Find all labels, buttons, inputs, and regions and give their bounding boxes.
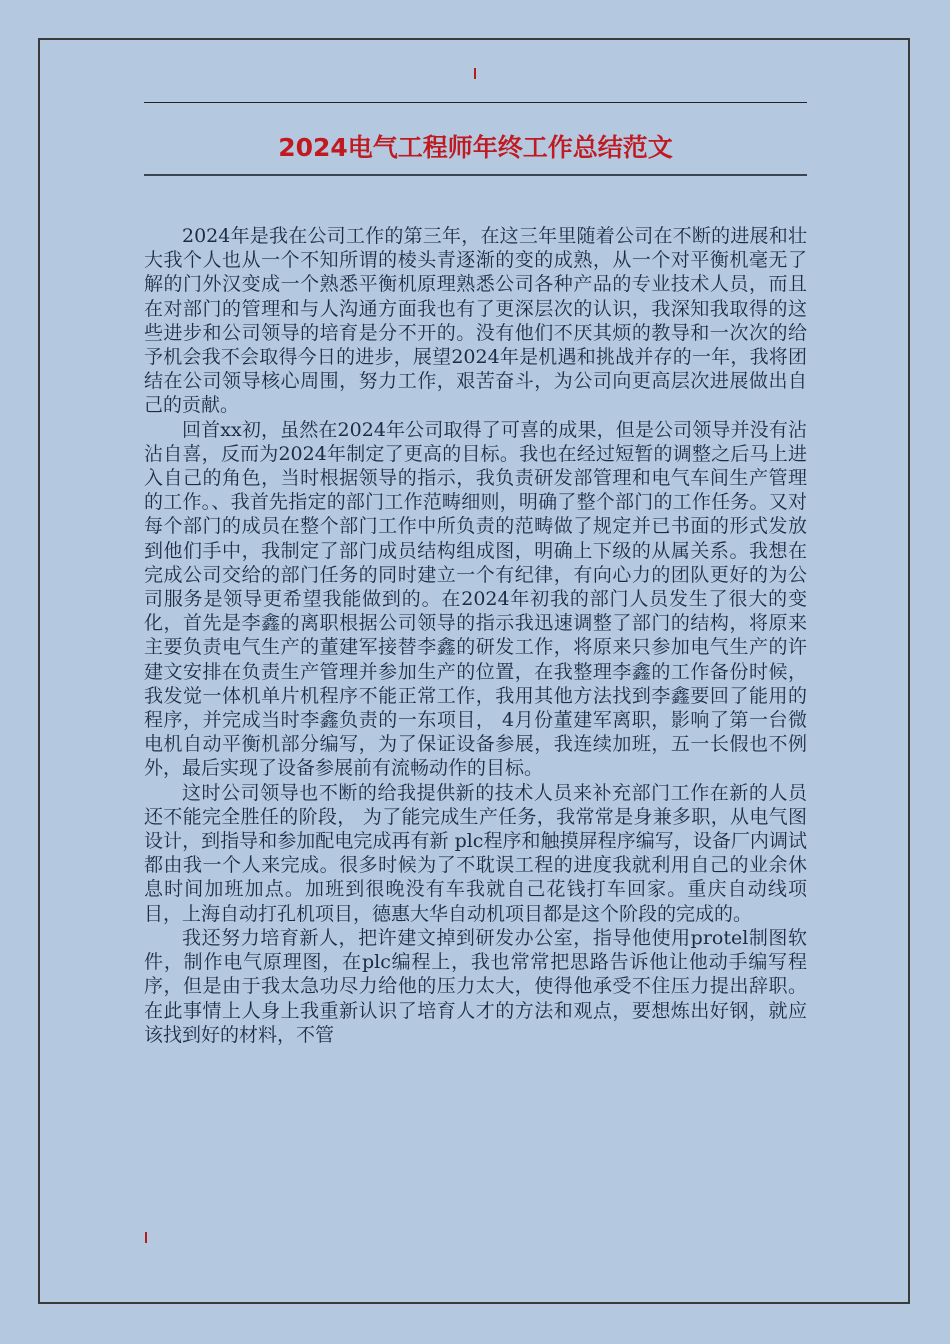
document-title: 2024电气工程师年终工作总结范文 bbox=[278, 133, 673, 162]
paragraph-1: 2024年是我在公司工作的第三年，在这三年里随着公司在不断的进展和壮大我个人也从一个不知所谓的棱头青逐渐的变的成熟，从一个对平衡机毫无了解的门外汉变成一个熟悉平衡机原理熟悉公司各种产品的专业技术人员，而且在对部门的管理和与人沟通方面我也有了更深层次的认识，我深知我取得的这些进步和公司领导的培育是分不开的。没有他们不厌其烦的教导和一次次的给予机会我不会取得今日的进步，展望2024年是机遇和挑战并存的一年，我将团结在公司领导核心周围，努力工作，艰苦奋斗，为公司向更高层次进展做出自己的贡献。 bbox=[144, 225, 807, 417]
header-cursor-mark bbox=[474, 68, 476, 79]
footer-cursor-mark bbox=[145, 1232, 147, 1243]
paragraph-4: 我还努力培育新人，把许建文掉到研发办公室，指导他使用protel制图软件，制作电气原理图，在plc编程上，我也常常把思路告诉他让他动手编写程序，但是由于我太急功尽力给他的压力太大，使得他承受不住压力提出辞职。在此事情上人身上我重新认识了培育人才的方法和观点，要想炼出好钢，就应该找到好的材料，不管 bbox=[144, 926, 807, 1046]
paragraph-2: 回首xx初，虽然在2024年公司取得了可喜的成果，但是公司领导并没有沾沾自喜，反而为2024年制定了更高的目标。我也在经过短暂的调整之后马上进入自己的角色，当时根据领导的指示，我负责研发部管理和电气车间生产管理的工作。、我首先指定的部门工作范畴细则，明确了整个部门的工作任务。又对每个部门的成员在整个部门工作中所负责的范畴做了规定并已书面的形式发放到他们手中，我制定了部门成员结构组成图，明确上下级的从属关系。我想在完成公司交给的部门任务的同时建立一个有纪律，有向心力的团队更好的为公司服务是领导更希望我能做到的。在2024年初我的部门人员发生了很大的变化，首先是李鑫的离职根据公司领导的指示我迅速调整了部门的结构，将原来主要负责电气生产的董建军接替李鑫的研发工作，将原来只参加电气生产的许建文安排在负责生产管理并参加生产的位置，在我整理李鑫的工作备份时候，我发觉一体机单片机程序不能正常工作，我用其他方法找到李鑫要回了能用的程序，并完成当时李鑫负责的一东项目， 4月份董建军离职，影响了第一台微电机自动平衡机部分编写，为了保证设备参展，我连续加班，五一长假也不例外，最后实现了设备参展前有流畅动作的目标。 bbox=[144, 418, 807, 780]
header-rule bbox=[144, 102, 807, 103]
document-body bbox=[144, 224, 807, 1199]
paragraph-3: 这时公司领导也不断的给我提供新的技术人员来补充部门工作在新的人员还不能完全胜任的阶段， 为了能完成生产任务，我常常是身兼多职，从电气图设计，到指导和参加配电完成再有新 plc程序和触摸屏程序编写，设备厂内调试都由我一个人来完成。很多时候为了不耽误工程的进度我就利用自己的业余休息时间加班加点。加班到很晚没有车我就自己花钱打车回家。重庆自动线项目，上海自动打孔机项目，德惠大华自动机项目都是这个阶段的完成的。 bbox=[144, 781, 807, 925]
title-underline bbox=[144, 174, 807, 176]
